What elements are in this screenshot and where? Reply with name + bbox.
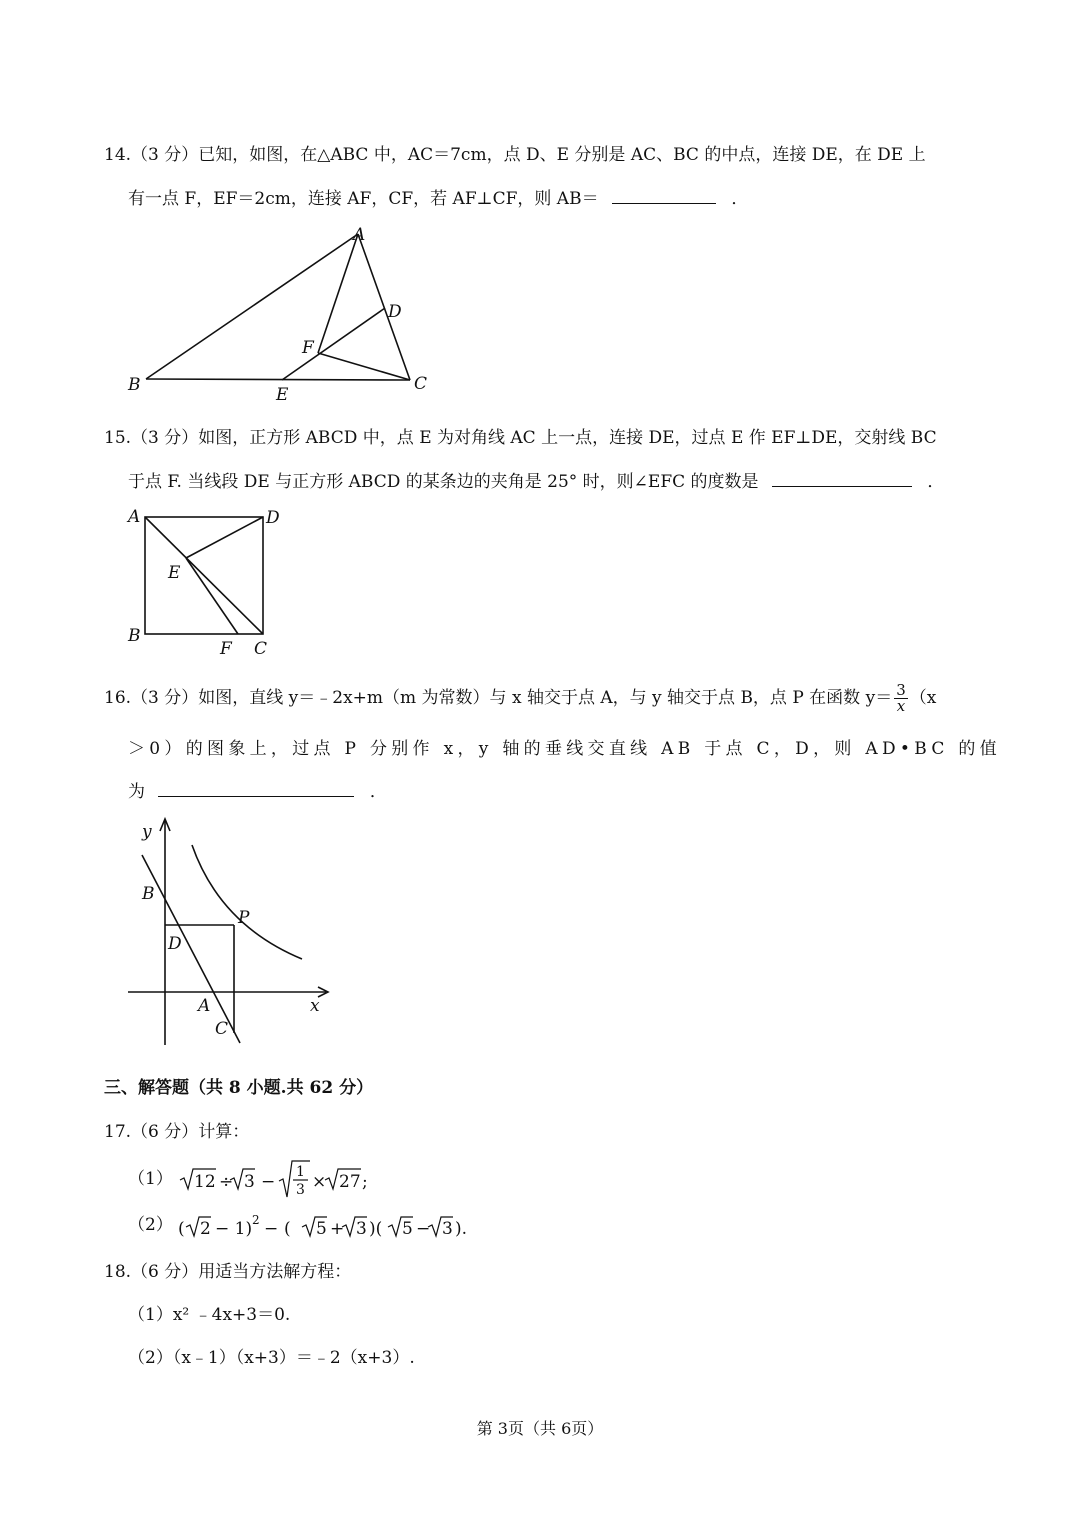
q16-label-y: y	[142, 822, 152, 842]
q16-label-B: B	[142, 884, 155, 904]
svg-text:−: −	[261, 1171, 276, 1192]
q15-label-E: E	[168, 563, 181, 583]
q16-line1-text: 16.（3 分）如图，直线 y＝﹣2x+m（m 为常数）与 x 轴交于点 A，与 y 轴交于点 B，点 P 在函数 y＝	[104, 688, 893, 708]
q16-line3-end: ．	[369, 782, 387, 802]
q16-label-A: A	[198, 996, 211, 1016]
q16-line3	[128, 777, 387, 802]
q16-answer-blank[interactable]	[158, 782, 354, 797]
q17-part1-label: （1）	[128, 1169, 173, 1189]
q16-fraction	[894, 683, 908, 714]
svg-text:2: 2	[200, 1218, 212, 1239]
svg-text:12: 12	[194, 1171, 216, 1192]
page-footer: 第 3页（共 6页）	[476, 1419, 604, 1438]
svg-text:−: −	[264, 1218, 279, 1239]
svg-text:(: (	[284, 1218, 291, 1239]
q17-part1-expression	[178, 1157, 378, 1203]
q15-line2-end: ．	[927, 472, 945, 492]
svg-text:5: 5	[316, 1218, 328, 1239]
q18-title: 18.（6 分）用适当方法解方程：	[104, 1262, 352, 1282]
q14-line1: 14.（3 分）已知，如图，在△ABC 中，AC＝7cm，点 D、E 分别是 AC、BC 的中点，连接 DE，在 DE 上	[104, 145, 926, 165]
q16-label-D: D	[168, 934, 182, 954]
q15-line2	[128, 467, 944, 492]
svg-text:− 1): − 1)	[215, 1218, 253, 1239]
svg-text:÷: ÷	[219, 1171, 234, 1192]
svg-text:+: +	[330, 1218, 345, 1239]
svg-text:).: ).	[455, 1218, 468, 1239]
q15-label-F: F	[220, 639, 232, 659]
q14-line2-end: ．	[731, 189, 749, 209]
q15-line2-text: 于点 F. 当线段 DE 与正方形 ABCD 的某条边的夹角是 25° 时，则∠EFC 的度数是	[128, 472, 759, 492]
q17-title: 17.（6 分）计算：	[104, 1122, 250, 1142]
q15-answer-blank[interactable]	[772, 472, 912, 487]
q16-figure	[120, 815, 340, 1050]
q16-line3-text: 为	[128, 782, 145, 802]
q16-label-P: P	[238, 908, 250, 928]
svg-text:5: 5	[402, 1218, 414, 1239]
q15-label-D: D	[266, 508, 280, 528]
svg-text:(: (	[178, 1218, 185, 1239]
svg-text:×: ×	[312, 1171, 327, 1192]
svg-text:27: 27	[339, 1171, 361, 1192]
q17-part2-label: （2）	[128, 1215, 173, 1235]
q14-line2	[128, 184, 748, 209]
q16-line1-end: （x	[909, 688, 937, 708]
q14-answer-blank[interactable]	[612, 189, 716, 204]
svg-text:3: 3	[442, 1218, 454, 1239]
q15-label-B: B	[128, 626, 141, 646]
q18-part1: （1）x² ﹣4x+3＝0.	[128, 1305, 291, 1325]
q14-figure	[120, 222, 440, 407]
q18-part2: （2）（x﹣1）（x+3）＝﹣2（x+3）.	[128, 1348, 415, 1368]
q16-frac-num: 3	[896, 681, 906, 699]
q14-label-B: B	[128, 375, 141, 395]
svg-text:3: 3	[244, 1171, 256, 1192]
q14-label-E: E	[276, 385, 289, 405]
q16-line1	[104, 680, 936, 716]
q16-line2: ＞0）的图象上，过点 P 分别作 x，y 轴的垂线交直线 AB 于点 C，D，则 AD•BC 的值	[128, 739, 1001, 759]
q14-label-A: A	[353, 225, 366, 245]
svg-text:3: 3	[296, 1181, 306, 1198]
svg-text:−: −	[416, 1218, 431, 1239]
q17-part2-expression	[178, 1209, 478, 1243]
svg-text:2: 2	[252, 1212, 260, 1227]
q16-label-C: C	[215, 1019, 229, 1039]
q15-label-C: C	[254, 639, 268, 659]
q15-figure	[120, 500, 300, 662]
svg-text:)(: )(	[369, 1218, 383, 1239]
q17-part1	[128, 1156, 378, 1202]
q14-line2-text: 有一点 F，EF＝2cm，连接 AF，CF，若 AF⊥CF，则 AB＝	[128, 189, 599, 209]
svg-text:1: 1	[296, 1163, 306, 1180]
q16-frac-den: x	[896, 697, 906, 715]
section-title: 三、解答题（共 8 小题.共 62 分）	[104, 1078, 374, 1098]
q14-label-F: F	[302, 338, 314, 358]
q17-part2	[128, 1208, 478, 1242]
svg-text:;: ;	[362, 1171, 368, 1192]
q16-label-x: x	[310, 996, 320, 1016]
svg-text:3: 3	[356, 1218, 368, 1239]
q15-line1: 15.（3 分）如图，正方形 ABCD 中，点 E 为对角线 AC 上一点，连接 DE，过点 E 作 EF⊥DE，交射线 BC	[104, 428, 937, 448]
q14-label-D: D	[388, 302, 402, 322]
q15-label-A: A	[128, 507, 141, 527]
q14-label-C: C	[414, 374, 428, 394]
